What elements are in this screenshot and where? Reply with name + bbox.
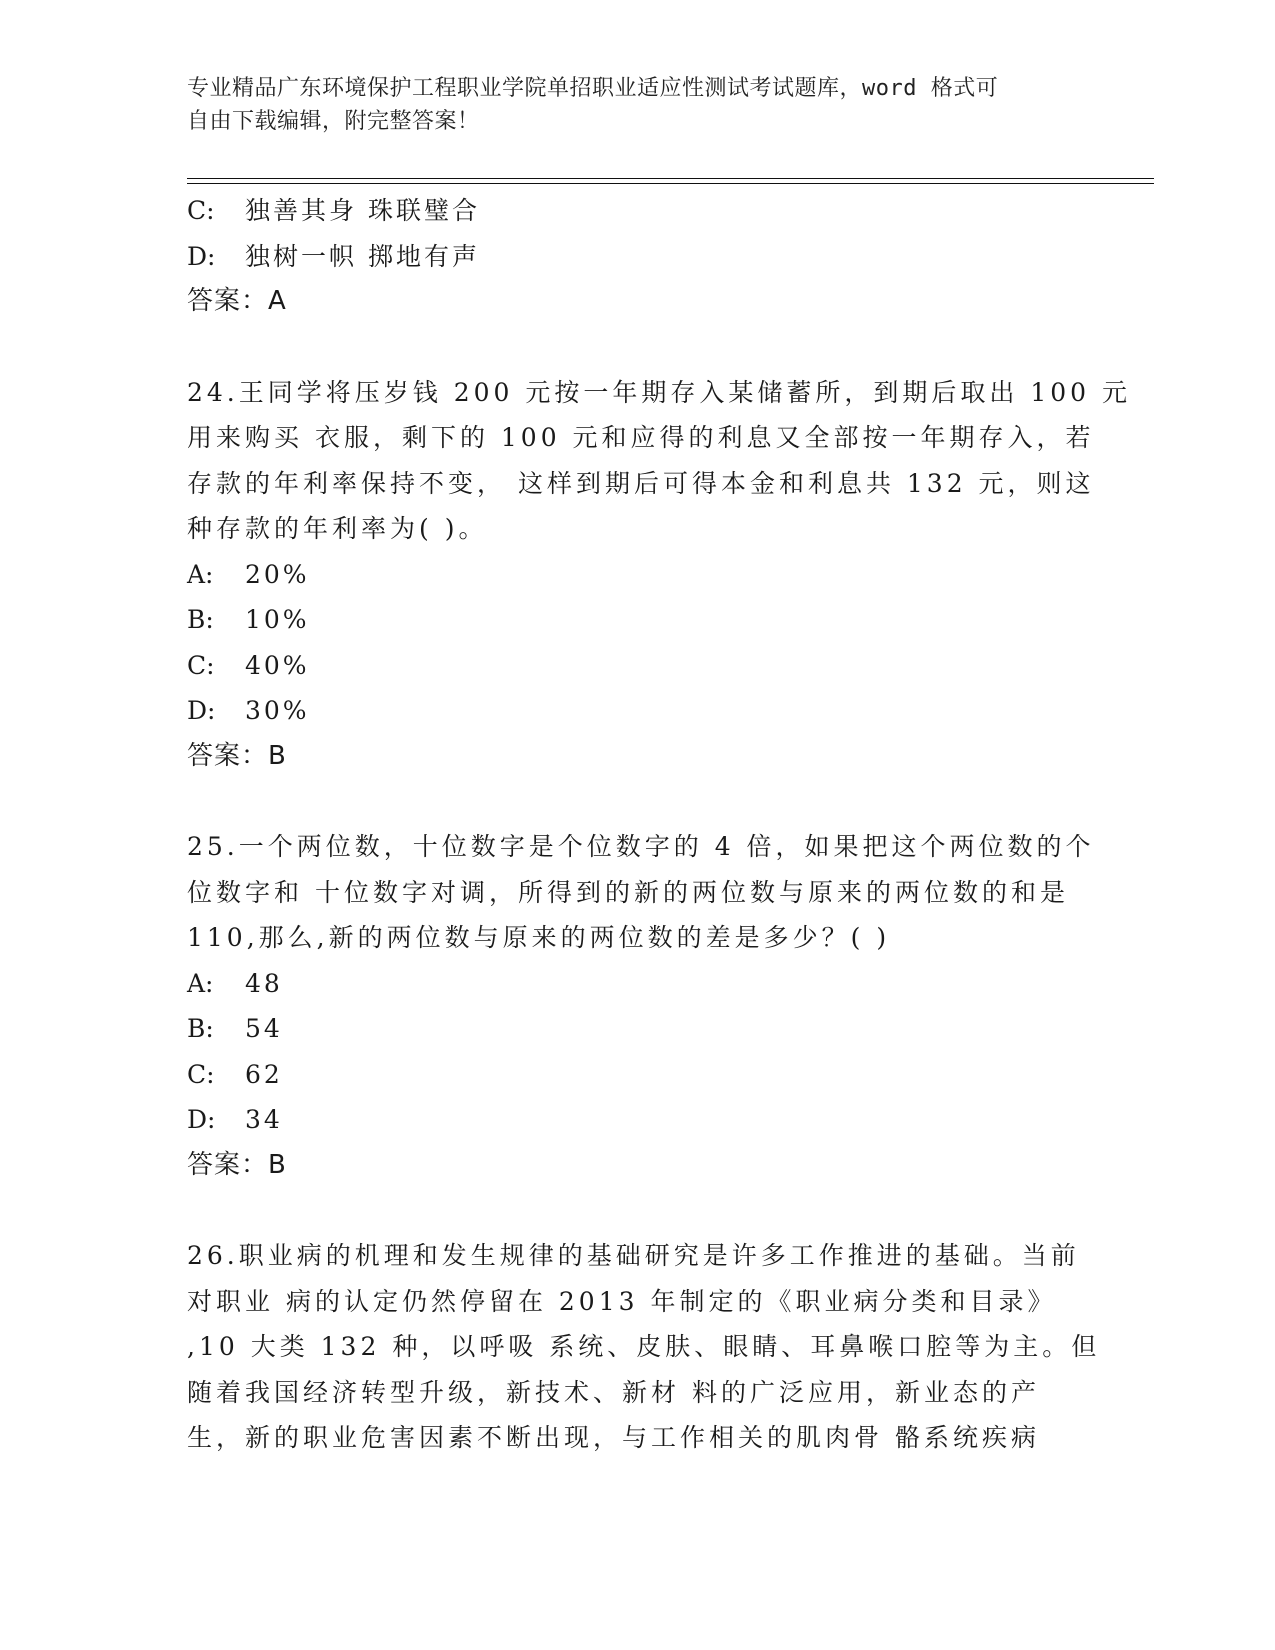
option-letter: A: xyxy=(187,968,214,998)
option-b xyxy=(187,597,1087,643)
option-letter: B: xyxy=(187,605,214,634)
answer: 答案：B xyxy=(187,740,287,771)
option-letter: C: xyxy=(187,196,215,225)
option-text: 48 xyxy=(245,968,283,998)
header-rule-top xyxy=(187,178,1154,179)
option-d xyxy=(187,688,1087,734)
question-text-line: 随着我国经济转型升级，新技术、新材 料的广泛应用，新业态的产 xyxy=(187,1377,1040,1407)
page-header xyxy=(187,72,1067,138)
question-text-line: 种存款的年利率为( )。 xyxy=(187,514,488,543)
option-a xyxy=(187,961,1087,1007)
question-text-line: ,10 大类 132 种，以呼吸 系统、皮肤、眼睛、耳鼻喉口腔等为主。但 xyxy=(187,1332,1101,1361)
question-text-line: 25.一个两位数，十位数字是个位数字的 4 倍，如果把这个两位数的个 xyxy=(187,832,1095,861)
option-letter: C: xyxy=(187,650,215,680)
option-text: 62 xyxy=(245,1059,283,1089)
header-line-1: 专业精品广东环境保护工程职业学院单招职业适应性测试考试题库，word 格式可 xyxy=(187,76,999,101)
option-text: 40% xyxy=(245,650,310,680)
option-text: 独树一帜 掷地有声 xyxy=(245,241,480,271)
option-b xyxy=(187,1006,1087,1052)
option-text: 10% xyxy=(245,605,310,634)
question-text-line: 用来购买 衣服，剩下的 100 元和应得的利息又全部按一年期存入，若 xyxy=(187,423,1095,452)
question-26 xyxy=(187,1233,1101,1461)
header-rule-bottom xyxy=(187,183,1154,184)
answer: 答案：A xyxy=(187,286,287,316)
option-letter: D: xyxy=(187,696,216,725)
option-d xyxy=(187,234,1087,280)
spacer xyxy=(187,779,1087,824)
option-text: 20% xyxy=(245,559,310,589)
question-24 xyxy=(187,370,1131,552)
option-text: 独善其身 珠联璧合 xyxy=(245,196,480,225)
option-c xyxy=(187,1052,1087,1098)
option-d xyxy=(187,1097,1087,1143)
option-letter: C: xyxy=(187,1059,215,1089)
spacer xyxy=(187,1188,1087,1233)
question-24-options xyxy=(187,552,1087,780)
question-text-line: 存款的年利率保持不变， 这样到期后可得本金和利息共 132 元，则这 xyxy=(187,468,1095,498)
option-c xyxy=(187,188,1087,234)
option-letter: D: xyxy=(187,241,216,271)
document-body xyxy=(187,188,1131,1461)
option-text: 30% xyxy=(245,696,310,725)
option-text: 54 xyxy=(245,1014,283,1043)
question-text-line: 位数字和 十位数字对调，所得到的新的两位数与原来的两位数的和是 xyxy=(187,877,1069,907)
option-letter: D: xyxy=(187,1105,216,1134)
question-23-tail xyxy=(187,188,1087,325)
option-c xyxy=(187,643,1087,689)
header-line-2: 自由下载编辑，附完整答案！ xyxy=(187,109,480,134)
option-letter: B: xyxy=(187,1014,214,1043)
option-text: 34 xyxy=(245,1105,283,1134)
question-text-line: 26.职业病的机理和发生规律的基础研究是许多工作推进的基础。当前 xyxy=(187,1241,1080,1270)
option-letter: A: xyxy=(187,559,214,589)
question-text-line: 110,那么,新的两位数与原来的两位数的差是多少？( ) xyxy=(187,923,891,952)
question-25-options xyxy=(187,961,1087,1189)
question-text-line: 对职业 病的认定仍然停留在 2013 年制定的《职业病分类和目录》 xyxy=(187,1286,1057,1316)
question-text-line: 生，新的职业危害因素不断出现，与工作相关的肌肉骨 骼系统疾病 xyxy=(187,1423,1040,1452)
spacer xyxy=(187,325,1087,370)
question-25 xyxy=(187,824,1095,961)
option-a xyxy=(187,552,1087,598)
answer: 答案：B xyxy=(187,1149,287,1180)
question-text-line: 24.王同学将压岁钱 200 元按一年期存入某储蓄所，到期后取出 100 元 xyxy=(187,377,1131,407)
